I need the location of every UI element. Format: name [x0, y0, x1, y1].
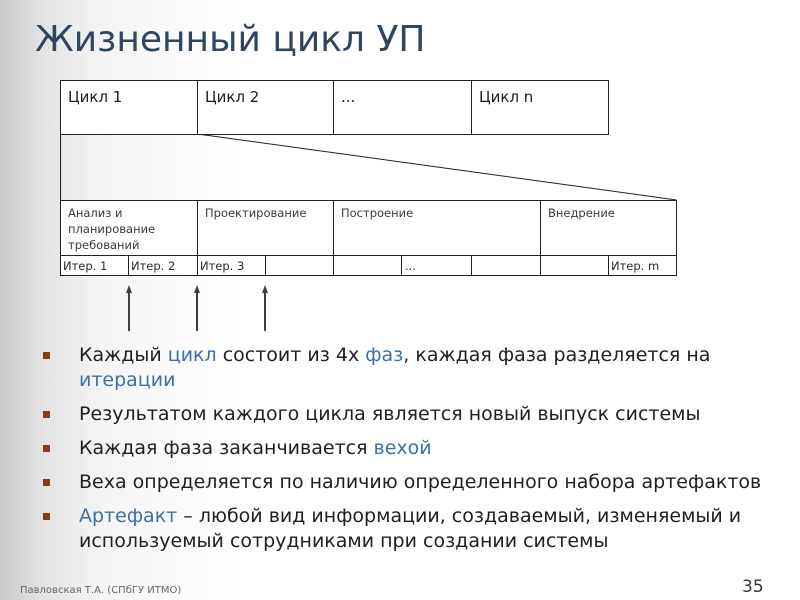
highlighted-term: вехой [373, 437, 432, 459]
iteration-cell: Итер. m [608, 255, 677, 276]
bullet-text: Каждый [79, 344, 168, 366]
footer-author: Павловская Т.А. (СПбГУ ИТМО) [20, 585, 182, 596]
highlighted-term: итерации [79, 369, 176, 391]
iteration-arrow [126, 285, 132, 331]
arrow-up-icon [126, 285, 132, 293]
bullet-item [40, 470, 761, 495]
square-bullet-icon [43, 352, 50, 359]
bullet-text: , каждая фаза разделяется на [403, 344, 711, 366]
iteration-cell [265, 255, 334, 276]
cycle-cell: Цикл n [471, 80, 609, 135]
bullet-text: Результатом каждого цикла является новый выпуск системы [79, 403, 701, 425]
iteration-cell [471, 255, 541, 276]
iteration-cell: Итер. 2 [128, 255, 198, 276]
highlighted-term: Артефакт [79, 505, 178, 527]
iteration-cell [540, 255, 609, 276]
connector-line-diagonal [198, 134, 677, 200]
bullet-text: используемый сотрудниками при создании системы [79, 530, 609, 552]
iteration-cell: Итер. 1 [60, 255, 129, 276]
arrow-up-icon [194, 285, 200, 293]
iteration-cell: Итер. 3 [197, 255, 266, 276]
cycle-cell: Цикл 1 [60, 80, 198, 135]
cycle-cell: ... [333, 80, 472, 135]
slide-title: Жизненный цикл УП [35, 19, 426, 60]
square-bullet-icon [43, 513, 50, 520]
bullet-list [40, 343, 761, 563]
bullet-text: Веха определяется по наличию определенного набора артефактов [79, 471, 762, 493]
square-bullet-icon [43, 479, 50, 486]
highlighted-term: цикл [167, 344, 217, 366]
bullet-text: Каждая фаза заканчивается [79, 437, 374, 459]
phase-cell: Проектирование [197, 200, 334, 256]
square-bullet-icon [43, 445, 50, 452]
page-number: 35 [742, 577, 764, 597]
bullet-item [40, 504, 761, 554]
cycle-cell: Цикл 2 [197, 80, 334, 135]
bullet-text: – любой вид информации, создаваемый, изменяемый и [177, 505, 742, 527]
phase-cell: Анализ и планирование требований [60, 200, 198, 256]
iteration-cell: ... [401, 255, 472, 276]
phase-cell: Построение [333, 200, 541, 256]
bullet-item [40, 402, 761, 427]
iteration-cell [333, 255, 402, 276]
iteration-arrow [262, 285, 268, 331]
phase-cell: Внедрение [540, 200, 677, 256]
bullet-item [40, 436, 761, 461]
highlighted-term: фаз [365, 344, 404, 366]
arrow-up-icon [262, 285, 268, 293]
square-bullet-icon [43, 411, 50, 418]
iteration-arrow [194, 285, 200, 331]
bullet-item [40, 343, 761, 393]
bullet-text: состоит из 4х [216, 344, 366, 366]
